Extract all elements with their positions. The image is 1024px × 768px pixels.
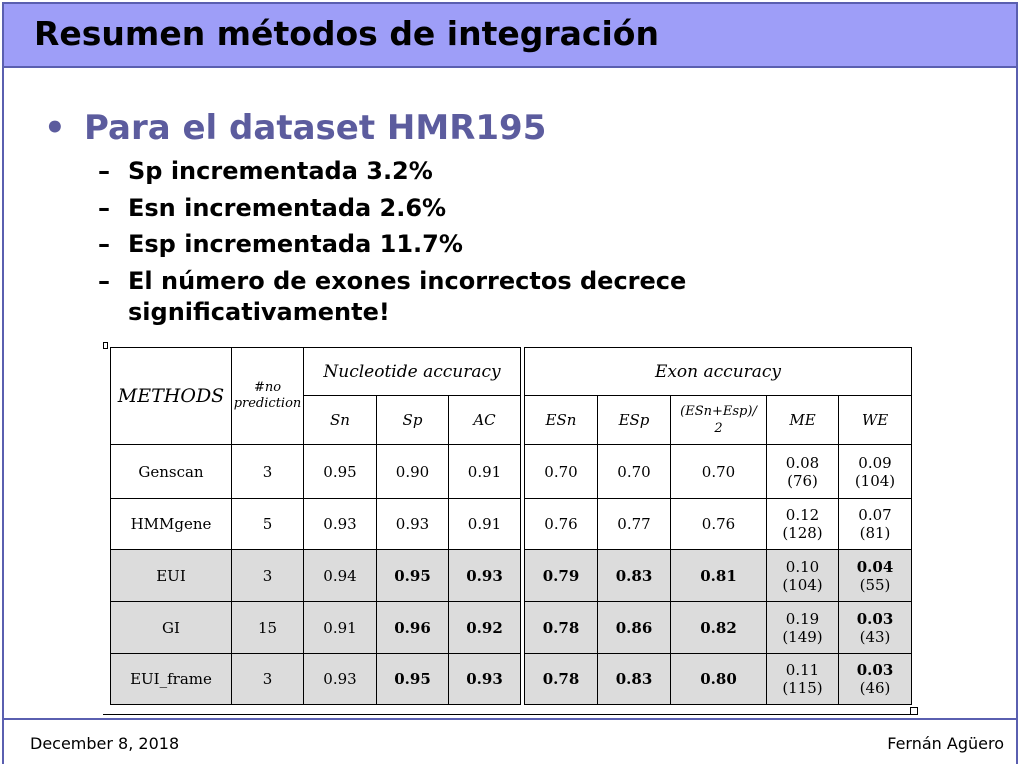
cell-sn: 0.94 (304, 550, 377, 602)
dash-marker: – (98, 230, 110, 258)
cell-method: EUI_frame (111, 654, 232, 705)
header-sp: Sp (377, 396, 449, 445)
cell-me-count: (115) (782, 679, 823, 697)
cell-no-pred: 3 (232, 550, 304, 602)
header-methods: METHODS (111, 348, 232, 445)
cell-sp: 0.96 (377, 602, 449, 654)
cell-esp: 0.83 (598, 654, 671, 705)
header-average-line2: 2 (714, 421, 723, 436)
main-bullet-text: Para el dataset HMR195 (84, 108, 547, 148)
cell-me-count: (128) (782, 524, 823, 542)
cell-me-count: (76) (787, 471, 818, 490)
sub-item-text: Sp incrementada 3.2% (128, 157, 433, 185)
cell-me (767, 445, 839, 499)
cell-average: 0.70 (671, 445, 767, 499)
cell-esp: 0.83 (598, 550, 671, 602)
cell-no-pred: 3 (232, 654, 304, 705)
cell-me (767, 550, 839, 602)
cell-average: 0.82 (671, 602, 767, 654)
slide-footer (4, 718, 1016, 764)
bullet-marker: • (44, 108, 66, 148)
cell-we-value: 0.07 (858, 506, 892, 524)
cell-esp: 0.70 (598, 445, 671, 499)
cell-we-value: 0.03 (856, 609, 894, 628)
header-sn: Sn (304, 396, 377, 445)
cell-sn: 0.95 (304, 445, 377, 499)
cell-esn: 0.78 (525, 654, 598, 705)
cell-we-count: (104) (854, 471, 896, 490)
cell-me-count: (149) (782, 627, 823, 646)
header-average (671, 396, 767, 445)
table-row (111, 445, 912, 499)
sub-item-text: Esn incrementada 2.6% (128, 194, 447, 222)
cell-sn: 0.93 (304, 499, 377, 550)
header-ac: AC (449, 396, 521, 445)
cell-me-value: 0.19 (785, 609, 820, 628)
cell-ac: 0.91 (449, 445, 521, 499)
cell-we (839, 445, 912, 499)
cell-me (767, 654, 839, 705)
footer-date: December 8, 2018 (30, 734, 180, 753)
header-we: WE (839, 396, 912, 445)
title-bar (4, 4, 1016, 68)
cell-we (839, 499, 912, 550)
cell-me-count: (104) (782, 575, 823, 594)
cell-esn: 0.79 (525, 550, 598, 602)
cell-me (767, 602, 839, 654)
cell-average: 0.76 (671, 499, 767, 550)
header-nucleotide-accuracy: Nucleotide accuracy (304, 348, 521, 396)
table-row (111, 499, 912, 550)
cell-esp: 0.86 (598, 602, 671, 654)
cell-sp: 0.93 (377, 499, 449, 550)
cell-me (767, 499, 839, 550)
header-no-prediction (232, 348, 304, 445)
cell-sp: 0.90 (377, 445, 449, 499)
cell-me-value: 0.08 (785, 453, 820, 472)
table-row (111, 550, 912, 602)
cell-sp: 0.95 (377, 550, 449, 602)
cell-method: EUI (111, 550, 232, 602)
cell-we (839, 550, 912, 602)
cell-esn: 0.78 (525, 602, 598, 654)
cell-we-count: (55) (859, 575, 891, 594)
cell-no-pred: 15 (232, 602, 304, 654)
cell-we-value: 0.03 (856, 661, 894, 679)
cell-me-value: 0.10 (785, 557, 820, 576)
cell-average: 0.80 (671, 654, 767, 705)
cell-we-count: (46) (859, 679, 891, 697)
cell-no-pred: 3 (232, 445, 304, 499)
header-no-prediction-line2: prediction (233, 396, 302, 411)
header-esp: ESp (598, 396, 671, 445)
cell-ac: 0.92 (449, 602, 521, 654)
cell-sp: 0.95 (377, 654, 449, 705)
header-esn: ESn (525, 396, 598, 445)
cell-esn: 0.76 (525, 499, 598, 550)
sub-item-text: El número de exones incorrectos decrece (128, 267, 687, 295)
cell-method: Genscan (111, 445, 232, 499)
cell-we-count: (43) (859, 627, 891, 646)
header-me: ME (767, 396, 839, 445)
sub-item-continuation: significativamente! (128, 298, 390, 326)
cell-me-value: 0.12 (785, 506, 820, 524)
dash-marker: – (98, 157, 110, 185)
cell-sn: 0.93 (304, 654, 377, 705)
header-average-line1: (ESn+Esp)/ (680, 404, 757, 419)
cell-no-pred: 5 (232, 499, 304, 550)
cell-we (839, 602, 912, 654)
cell-method: GI (111, 602, 232, 654)
cell-esp: 0.77 (598, 499, 671, 550)
header-no-prediction-line1: #no (253, 380, 282, 395)
cell-me-value: 0.11 (785, 661, 820, 679)
selection-handle[interactable] (103, 342, 108, 349)
dash-marker: – (98, 267, 110, 295)
header-exon-accuracy: Exon accuracy (525, 348, 912, 396)
table-row (111, 654, 912, 705)
results-table-object[interactable] (103, 342, 918, 717)
table-row (111, 602, 912, 654)
cell-we-value: 0.09 (858, 453, 892, 472)
cell-average: 0.81 (671, 550, 767, 602)
cell-esn: 0.70 (525, 445, 598, 499)
cell-ac: 0.93 (449, 654, 521, 705)
cell-ac: 0.91 (449, 499, 521, 550)
table-bottom-line (103, 714, 915, 715)
sub-item-text: Esp incrementada 11.7% (128, 230, 463, 258)
cell-ac: 0.93 (449, 550, 521, 602)
slide-title: Resumen métodos de integración (34, 14, 659, 53)
dash-marker: – (98, 194, 110, 222)
cell-method: HMMgene (111, 499, 232, 550)
footer-author: Fernán Agüero (887, 734, 1004, 753)
cell-we-count: (81) (859, 524, 891, 542)
cell-we-value: 0.04 (856, 557, 894, 576)
cell-we (839, 654, 912, 705)
results-table (110, 347, 912, 705)
cell-sn: 0.91 (304, 602, 377, 654)
